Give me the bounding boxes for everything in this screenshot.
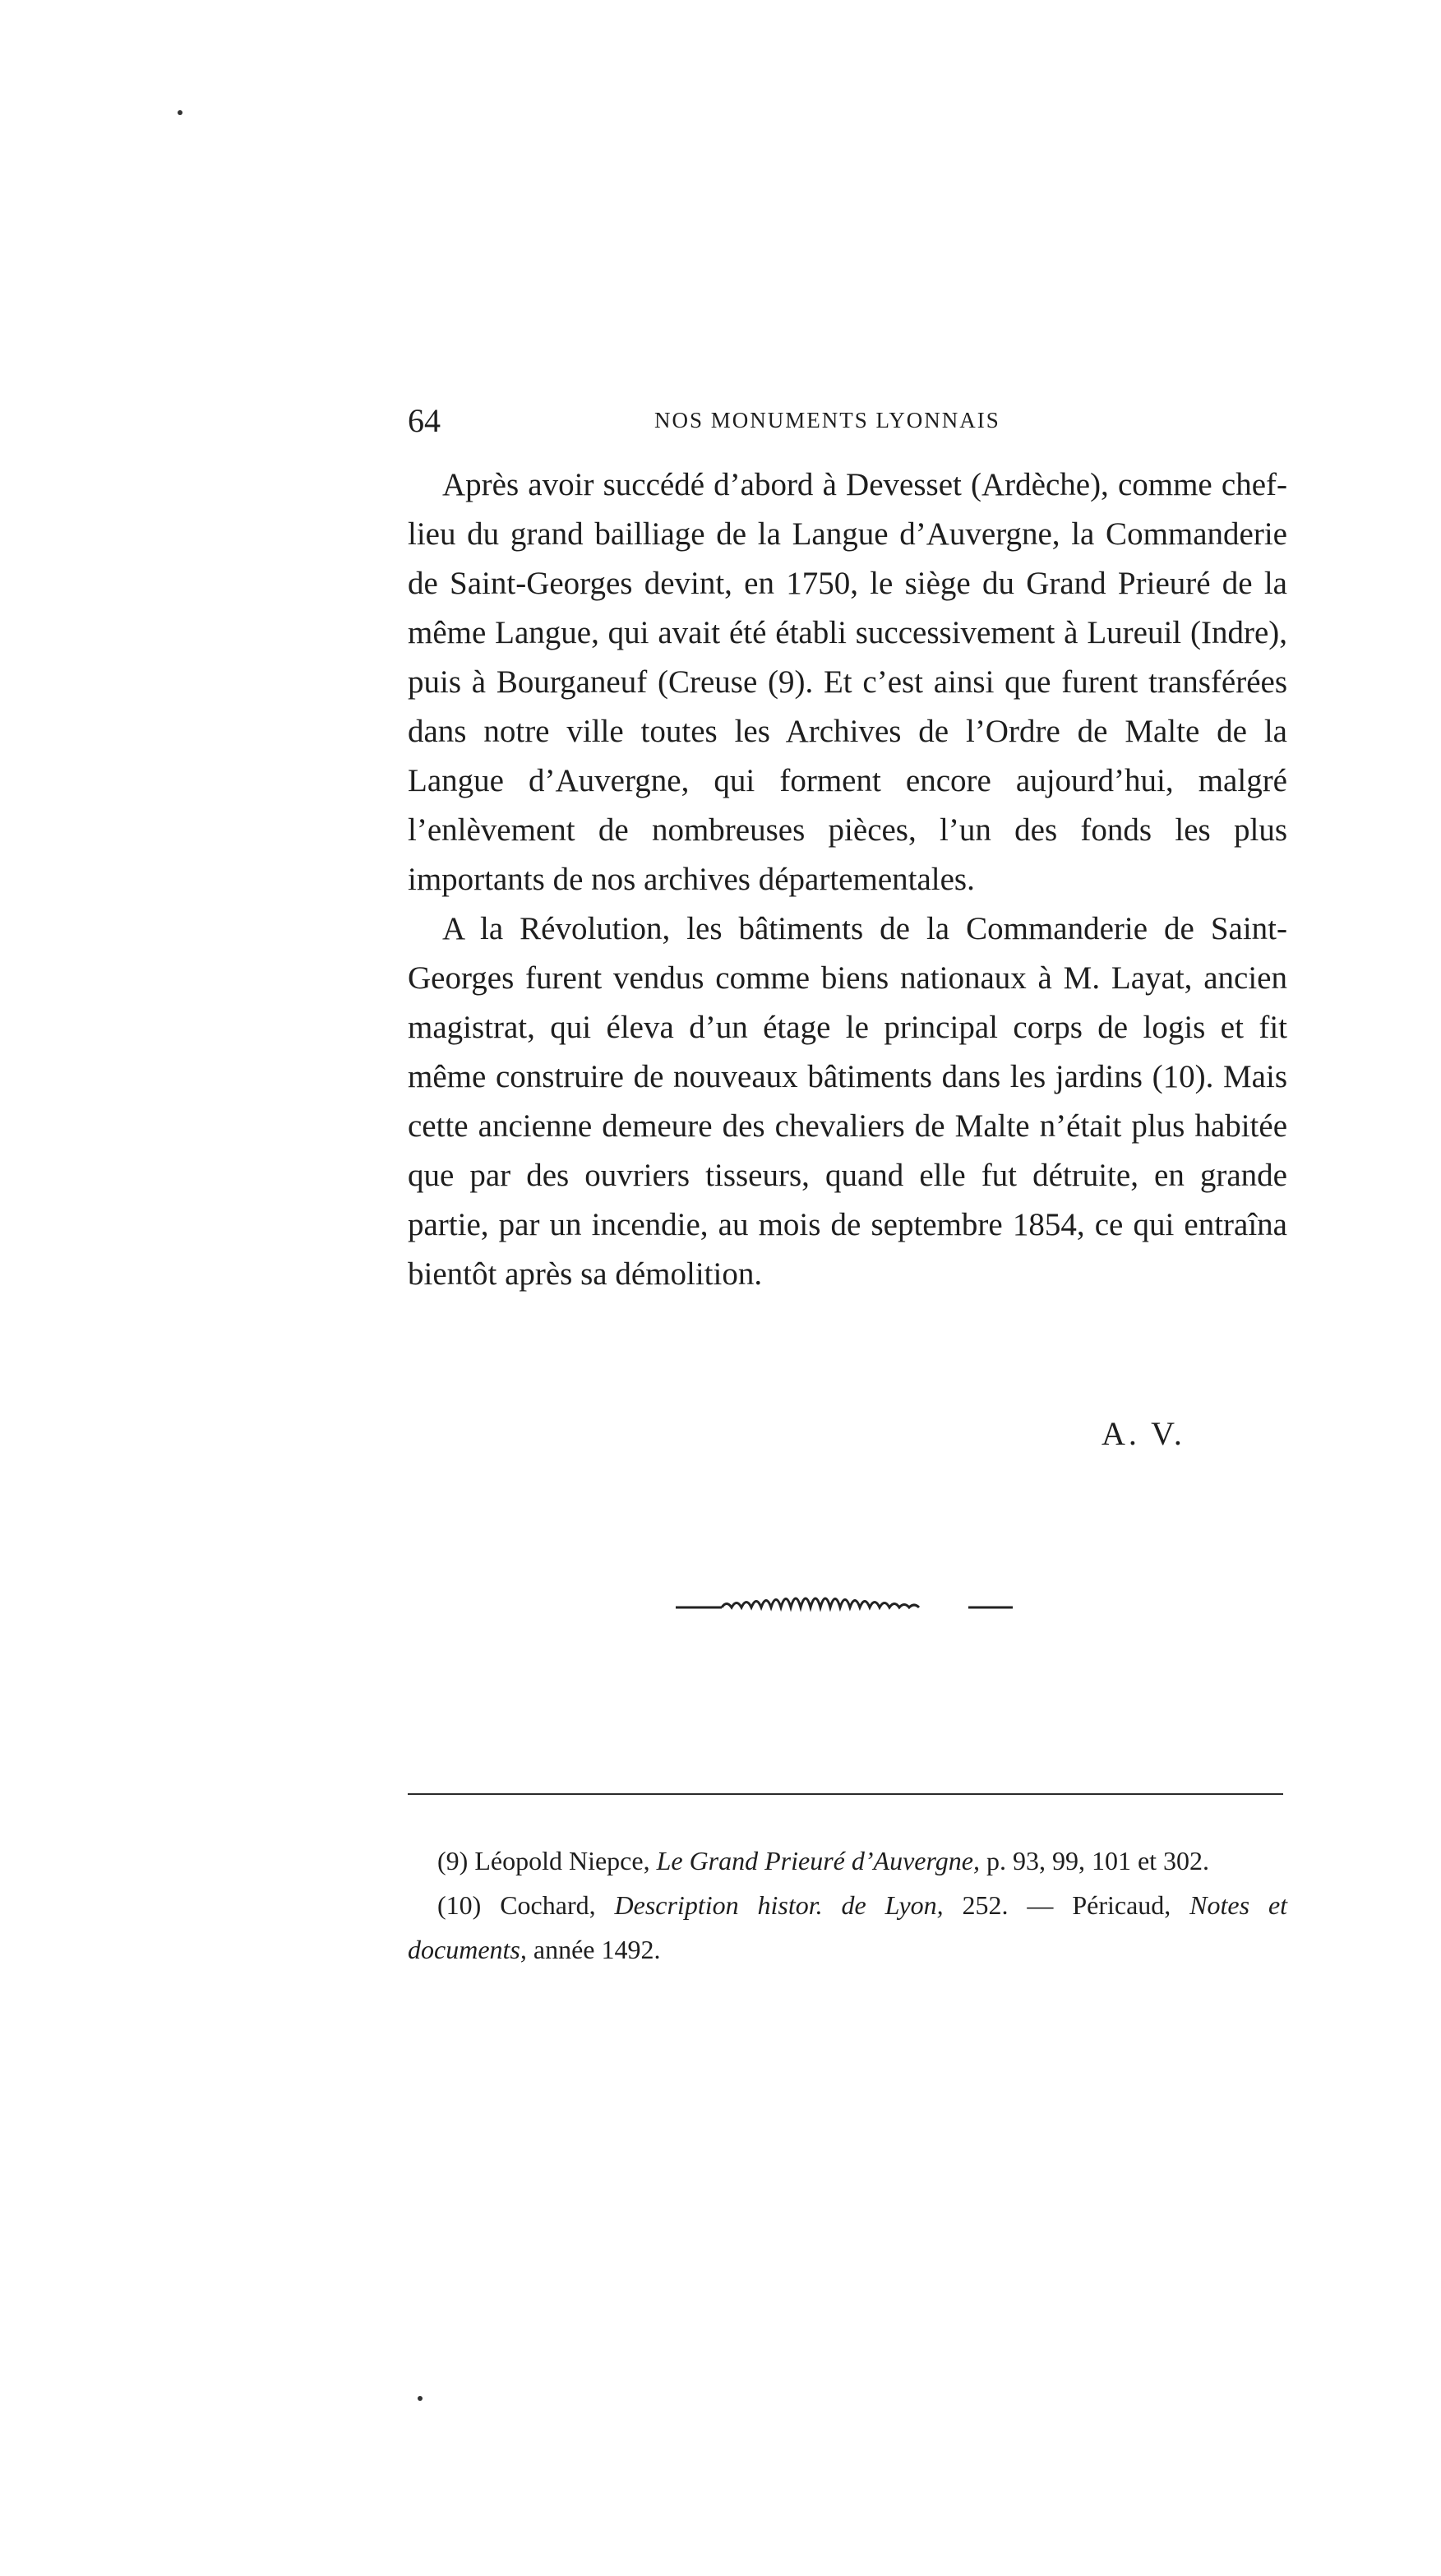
footnote-9-rest: p. 93, 99, 101 et 302.: [986, 1846, 1210, 1875]
footnote-10-title: Description histor. de Lyon,: [614, 1890, 944, 1920]
running-title: NOS MONUMENTS LYONNAIS: [654, 408, 1000, 432]
footnote-10: [408, 1883, 1287, 1972]
print-speck-bottom: [418, 2396, 423, 2401]
footnote-9-title: Le Grand Prieuré d’Auvergne,: [656, 1846, 980, 1875]
footnote-10-author: Cochard,: [500, 1890, 596, 1920]
paragraph-1: Après avoir succédé d’abord à Devesset (Ardèche), comme chef-lieu du grand bailliage de la Langue d’Auvergne, la Commanderie de Saint-Georges devint, en 1750, le siège du Grand Prieuré de la même Langue, qui avait été établi successivement à Lureuil (Indre), puis à Bourganeuf (Creuse (9). Et c’est ainsi que furent transférées dans notre ville toutes les Archives de l’Ordre de Malte de la Langue d’Auvergne, qui forment encore aujourd’hui, malgré l’enlèvement de nombreuses pièces, l’un des fonds les plus importants de nos archives départementales.: [408, 467, 1287, 897]
author-signature: A. V.: [1102, 1415, 1185, 1452]
footnote-10-marker: (10): [437, 1890, 482, 1920]
footnote-9-marker: (9): [437, 1846, 469, 1875]
footnote-9-author: Léopold Niepce,: [474, 1846, 650, 1875]
page-number: 64: [408, 402, 441, 439]
footnote-10-title-2: Notes et documents,: [408, 1890, 1288, 1964]
article-body: [408, 460, 1287, 1299]
page-header: [408, 401, 1287, 442]
ornament-wave: [722, 1598, 919, 1607]
print-speck-top: [178, 110, 182, 115]
footnote-10-rest: année 1492.: [533, 1935, 661, 1964]
footnote-9: [408, 1838, 1287, 1883]
footnote-rule: [408, 1793, 1283, 1795]
wavy-ornament: [676, 1590, 1013, 1623]
paragraph-2: A la Révolution, les bâtiments de la Commanderie de Saint-Georges furent vendus comme biens nationaux à M. Layat, ancien magistrat, qui éleva d’un étage le principal corps de logis et fit même construire de nouveaux bâtiments dans les jardins (10). Mais cette ancienne demeure des chevaliers de Malte n’était plus habitée que par des ouvriers tisseurs, quand elle fut détruite, en grande partie, par un incendie, au mois de septembre 1854, ce qui entraîna bientôt après sa démolition.: [408, 911, 1287, 1292]
footnote-10-middle: 252. — Péricaud,: [962, 1890, 1171, 1920]
footnotes: [408, 1838, 1287, 1972]
